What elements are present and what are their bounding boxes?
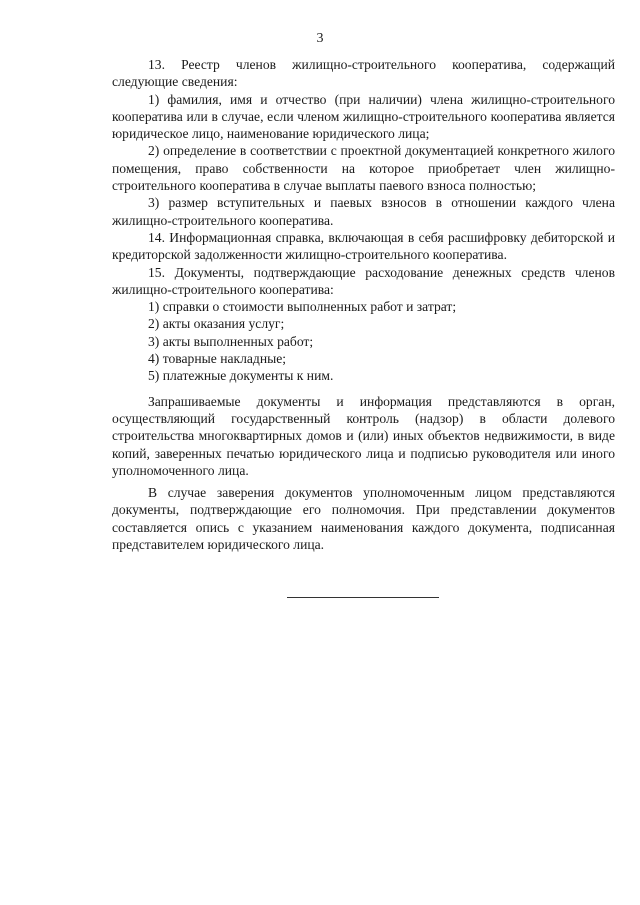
paragraph-15-expense-docs: 15. Документы, подтверждающие расходование денежных средств членов жилищно-строительного кооператива: bbox=[112, 264, 615, 297]
list-item: 1) фамилия, имя и отчество (при наличии) члена жилищно-строительного кооператива или в случае, если членом жилищно-строительного кооператива является юридическое лицо, наименование юридического лица; bbox=[112, 91, 615, 142]
page-number: 3 bbox=[316, 31, 324, 46]
paragraph-14-info-note: 14. Информационная справка, включающая в себя расшифровку дебиторской и кредиторской задолженности жилищно-строительного кооператива. bbox=[112, 229, 615, 263]
list-item: 1) справки о стоимости выполненных работ и затрат; bbox=[148, 299, 457, 315]
paragraph-submission: Запрашиваемые документы и информация представляются в орган, осуществляющий государственный контроль (надзор) в области долевого строительства многоквартирных домов и (или) иных объектов недвижимости, в виде копий, заверенных печатью юридического лица и подписью руководителя или иного уполномоченного лица. bbox=[112, 393, 615, 478]
list-item: 5) платежные документы к ним. bbox=[148, 368, 334, 384]
list-item: 3) акты выполненных работ; bbox=[148, 333, 314, 349]
end-divider bbox=[287, 597, 439, 598]
list-item: 4) товарные накладные; bbox=[148, 351, 287, 367]
list-item: 2) акты оказания услуг; bbox=[148, 316, 285, 332]
list-item: 2) определение в соответствии с проектной документацией конкретного жилого помещения, право собственности на которое приобретает член жилищно-строительного кооператива в случае выплаты паевого взноса полностью; bbox=[112, 143, 615, 194]
document-body bbox=[112, 56, 615, 553]
paragraph-13-registry: 13. Реестр членов жилищно-строительного кооператива, содержащий следующие сведения: bbox=[112, 57, 615, 90]
list-item: 3) размер вступительных и паевых взносов в отношении каждого члена жилищно-строительного кооператива. bbox=[112, 195, 615, 228]
paragraph-authorized-person: В случае заверения документов уполномоченным лицом представляются документы, подтверждающие его полномочия. При представлении документов составляется опись с указанием наименования каждого документа, подписанная представителем юридического лица. bbox=[112, 485, 615, 553]
